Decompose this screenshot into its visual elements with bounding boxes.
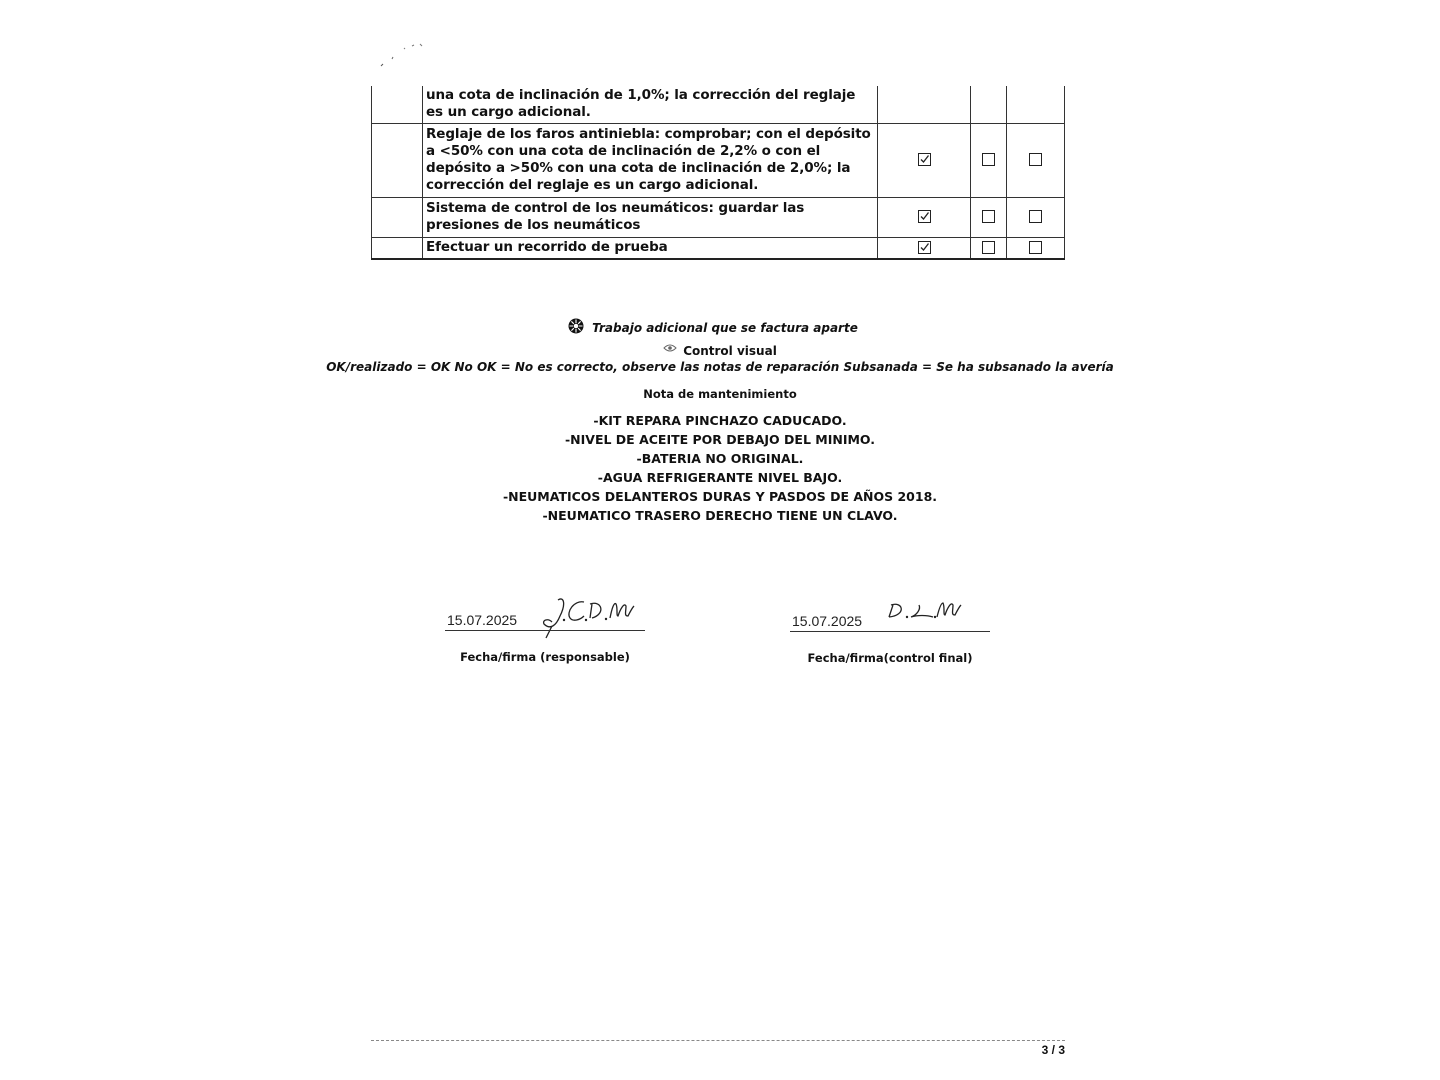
eye-icon [663,343,677,353]
ok-cell [878,123,971,197]
no-ok-checkbox[interactable] [982,241,995,254]
ok-cell [878,86,971,123]
maintenance-note-item: -NIVEL DE ACEITE POR DEBAJO DEL MINIMO. [564,432,876,447]
subsanada-checkbox[interactable] [1029,241,1042,254]
maintenance-note-item: -NEUMATICO TRASERO DERECHO TIENE UN CLAVO. [542,508,898,523]
row-description: Efectuar un recorrido de prueba [423,237,878,259]
legend-status-key: OK/realizado = OK No OK = No es correcto, observe las notas de reparación Subsanada = Se ha subsanado la avería [326,360,1114,374]
maintenance-note-item: -BATERIA NO ORIGINAL. [636,451,804,466]
handwritten-signature-responsible [540,594,650,640]
legend-extra-work [0,318,1440,335]
maintenance-notes-list [0,411,1440,525]
page-number: 3 / 3 [1041,1043,1065,1057]
ok-cell [878,197,971,237]
legend-extra-work-label: Trabajo adicional que se factura aparte [592,321,858,335]
scan-artifact-marks [378,40,428,70]
checklist-row [372,197,1065,237]
row-number-cell [372,86,423,123]
checklist-row [372,123,1065,197]
ok-checkbox-checked[interactable] [918,153,931,166]
no-ok-checkbox[interactable] [982,210,995,223]
signature-caption-final-control: Fecha/firma(control final) [807,651,973,665]
row-description: una cota de inclinación de 1,0%; la corrección del reglaje es un cargo adicional. [423,86,878,123]
maintenance-note-item: -NEUMATICOS DELANTEROS DURAS Y PASDOS DE AÑOS 2018. [502,489,938,504]
maintenance-note-item: -KIT REPARA PINCHAZO CADUCADO. [593,413,847,428]
ok-checkbox-checked[interactable] [918,241,931,254]
maintenance-note-item: -AGUA REFRIGERANTE NIVEL BAJO. [597,470,843,485]
no-ok-cell [971,197,1007,237]
footer-divider [371,1040,1065,1041]
row-description: Reglaje de los faros antiniebla: comprobar; con el depósito a <50% con una cota de inclinación de 2,2% o con el depósito a >50% con una cota de inclinación de 2,0%; la corrección del reglaje es un cargo adicional. [423,123,878,197]
row-number-cell [372,197,423,237]
no-ok-checkbox[interactable] [982,153,995,166]
subsanada-cell [1007,86,1065,123]
legend-visual-control [0,343,1440,358]
row-description: Sistema de control de los neumáticos: guardar las presiones de los neumáticos [423,197,878,237]
handwritten-signature-final-control [885,595,995,641]
check-icon [919,154,930,165]
maintenance-note-title: Nota de mantenimiento [643,387,797,401]
check-icon [919,211,930,222]
subsanada-cell [1007,237,1065,259]
ok-cell [878,237,971,259]
row-number-cell [372,237,423,259]
signature-date-responsible: 15.07.2025 [447,612,518,628]
signature-line-responsible [445,630,645,631]
checklist-row [372,237,1065,259]
inspection-checklist-table [371,86,1065,260]
signature-line-final-control [790,631,990,632]
signature-date-final-control: 15.07.2025 [792,613,863,629]
gear-icon [568,318,584,334]
legend-visual-control-label: Control visual [683,344,777,358]
subsanada-cell [1007,197,1065,237]
subsanada-checkbox[interactable] [1029,153,1042,166]
checklist-row [372,86,1065,123]
row-number-cell [372,123,423,197]
check-icon [919,242,930,253]
no-ok-cell [971,237,1007,259]
ok-checkbox-checked[interactable] [918,210,931,223]
no-ok-cell [971,123,1007,197]
subsanada-checkbox[interactable] [1029,210,1042,223]
subsanada-cell [1007,123,1065,197]
signature-caption-responsible: Fecha/firma (responsable) [460,650,630,664]
no-ok-cell [971,86,1007,123]
